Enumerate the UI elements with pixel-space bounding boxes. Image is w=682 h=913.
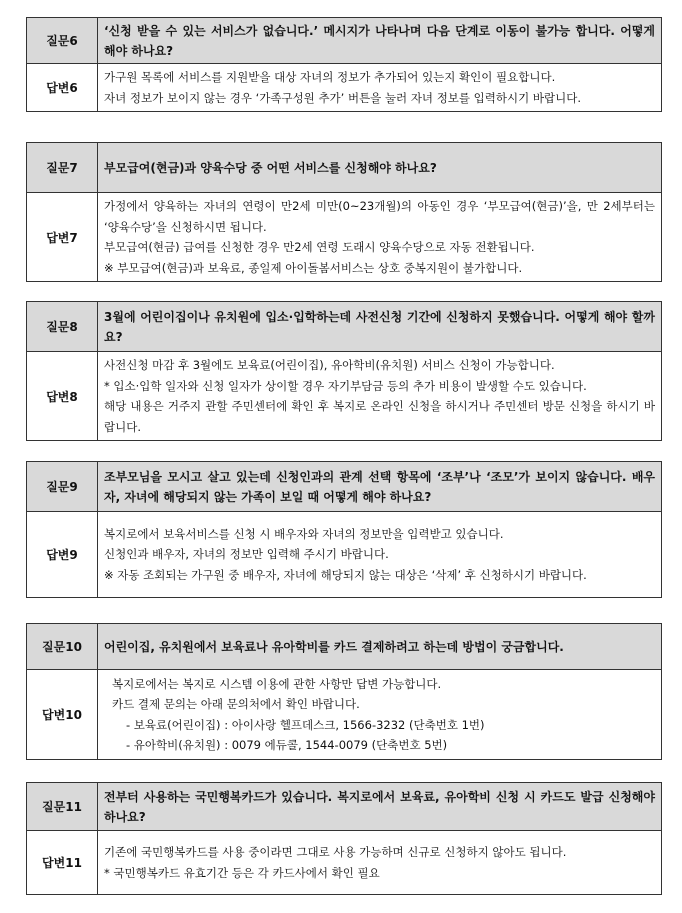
answer-line: 복지로에서 보육서비스를 신청 시 배우자와 자녀의 정보만을 입력받고 있습니다. (104, 526, 504, 541)
question-label: 질문10 (27, 624, 98, 670)
faq-item-10 (26, 623, 662, 760)
answer-label: 답변7 (27, 193, 98, 282)
answer-text (98, 512, 662, 598)
answer-line: ※ 부모급여(현금)과 보육료, 종일제 아이돌봄서비스는 상호 중복지원이 불가합니다. (104, 260, 523, 275)
answer-text (98, 193, 662, 282)
question-label: 질문8 (27, 302, 98, 352)
answer-line: 부모급여(현금) 급여를 신청한 경우 만2세 연령 도래시 양육수당으로 자동 전환됩니다. (104, 240, 535, 254)
answer-line: ※ 자동 조회되는 가구원 중 배우자, 자녀에 해당되지 않는 대상은 ‘삭제’ 후 신청하시기 바랍니다. (104, 567, 587, 582)
answer-line: * 입소·입학 일자와 신청 일자가 상이할 경우 자기부담금 등의 추가 비용이 발생할 수도 있습니다. (104, 378, 587, 393)
faq-item-7 (26, 142, 662, 282)
answer-label: 답변8 (27, 352, 98, 441)
question-text: 조부모님을 모시고 살고 있는데 신청인과의 관계 선택 항목에 ‘조부’나 ‘조모’가 보이지 않습니다. 배우자, 자녀에 해당되지 않는 가족이 보일 때 어떻게 해야 하나요? (98, 462, 662, 512)
answer-line: - 유아학비(유치원) : 0079 에듀콜, 1544-0079 (단축번호 5번) (126, 738, 448, 752)
question-label: 질문7 (27, 143, 98, 193)
faq-item-9 (26, 461, 662, 598)
question-text: ‘신청 받을 수 있는 서비스가 없습니다.’ 메시지가 나타나며 다음 단계로 이동이 불가능 합니다. 어떻게 해야 하나요? (98, 18, 662, 64)
answer-line: 해당 내용은 거주지 관할 주민센터에 확인 후 복지로 온라인 신청을 하시거나 주민센터 방문 신청을 하시기 바랍니다. (104, 399, 655, 434)
answer-line: 가정에서 양육하는 자녀의 연령이 만2세 미만(0~23개월)의 아동인 경우 ‘부모급여(현금)’을, 만 2세부터는 ‘양육수당’을 신청하시면 됩니다. (104, 199, 655, 234)
answer-line: * 국민행복카드 유효기간 등은 각 카드사에서 확인 필요 (104, 865, 380, 880)
question-text: 부모급여(현금)과 양육수당 중 어떤 서비스를 신청해야 하나요? (98, 143, 662, 193)
answer-line: - 보육료(어린이집) : 아이사랑 헬프데스크, 1566-3232 (단축번호 1번) (126, 717, 485, 732)
answer-text (98, 670, 662, 760)
answer-line: 기존에 국민행복카드를 사용 중이라면 그대로 사용 가능하며 신규로 신청하지 않아도 됩니다. (104, 845, 567, 859)
answer-line: 가구원 목록에 서비스를 지원받을 대상 자녀의 정보가 추가되어 있는지 확인이 필요합니다. (104, 70, 556, 84)
question-label: 질문11 (27, 783, 98, 831)
answer-text (98, 831, 662, 895)
answer-text (98, 352, 662, 441)
answer-label: 답변11 (27, 831, 98, 895)
answer-line: 복지로에서는 복지로 시스템 이용에 관한 사항만 답변 가능합니다. (112, 676, 442, 691)
answer-line: 자녀 정보가 보이지 않는 경우 ‘가족구성원 추가’ 버튼을 눌러 자녀 정보를 입력하시기 바랍니다. (104, 90, 581, 105)
answer-label: 답변10 (27, 670, 98, 760)
answer-line: 카드 결제 문의는 아래 문의처에서 확인 바랍니다. (112, 697, 360, 711)
answer-line: 신청인과 배우자, 자녀의 정보만 입력해 주시기 바랍니다. (104, 547, 389, 562)
answer-line: 사전신청 마감 후 3월에도 보육료(어린이집), 유아학비(유치원) 서비스 신청이 가능합니다. (104, 358, 555, 372)
question-label: 질문6 (27, 18, 98, 64)
answer-text (98, 64, 662, 112)
answer-label: 답변9 (27, 512, 98, 598)
question-text: 전부터 사용하는 국민행복카드가 있습니다. 복지로에서 보육료, 유아학비 신청 시 카드도 발급 신청해야 하나요? (98, 783, 662, 831)
faq-item-6 (26, 17, 662, 112)
answer-label: 답변6 (27, 64, 98, 112)
question-text: 어린이집, 유치원에서 보육료나 유아학비를 카드 결제하려고 하는데 방법이 궁금합니다. (98, 624, 662, 670)
faq-item-11 (26, 782, 662, 895)
question-label: 질문9 (27, 462, 98, 512)
faq-item-8 (26, 301, 662, 441)
question-text: 3월에 어린이집이나 유치원에 입소·입학하는데 사전신청 기간에 신청하지 못했습니다. 어떻게 해야 할까요? (98, 302, 662, 352)
